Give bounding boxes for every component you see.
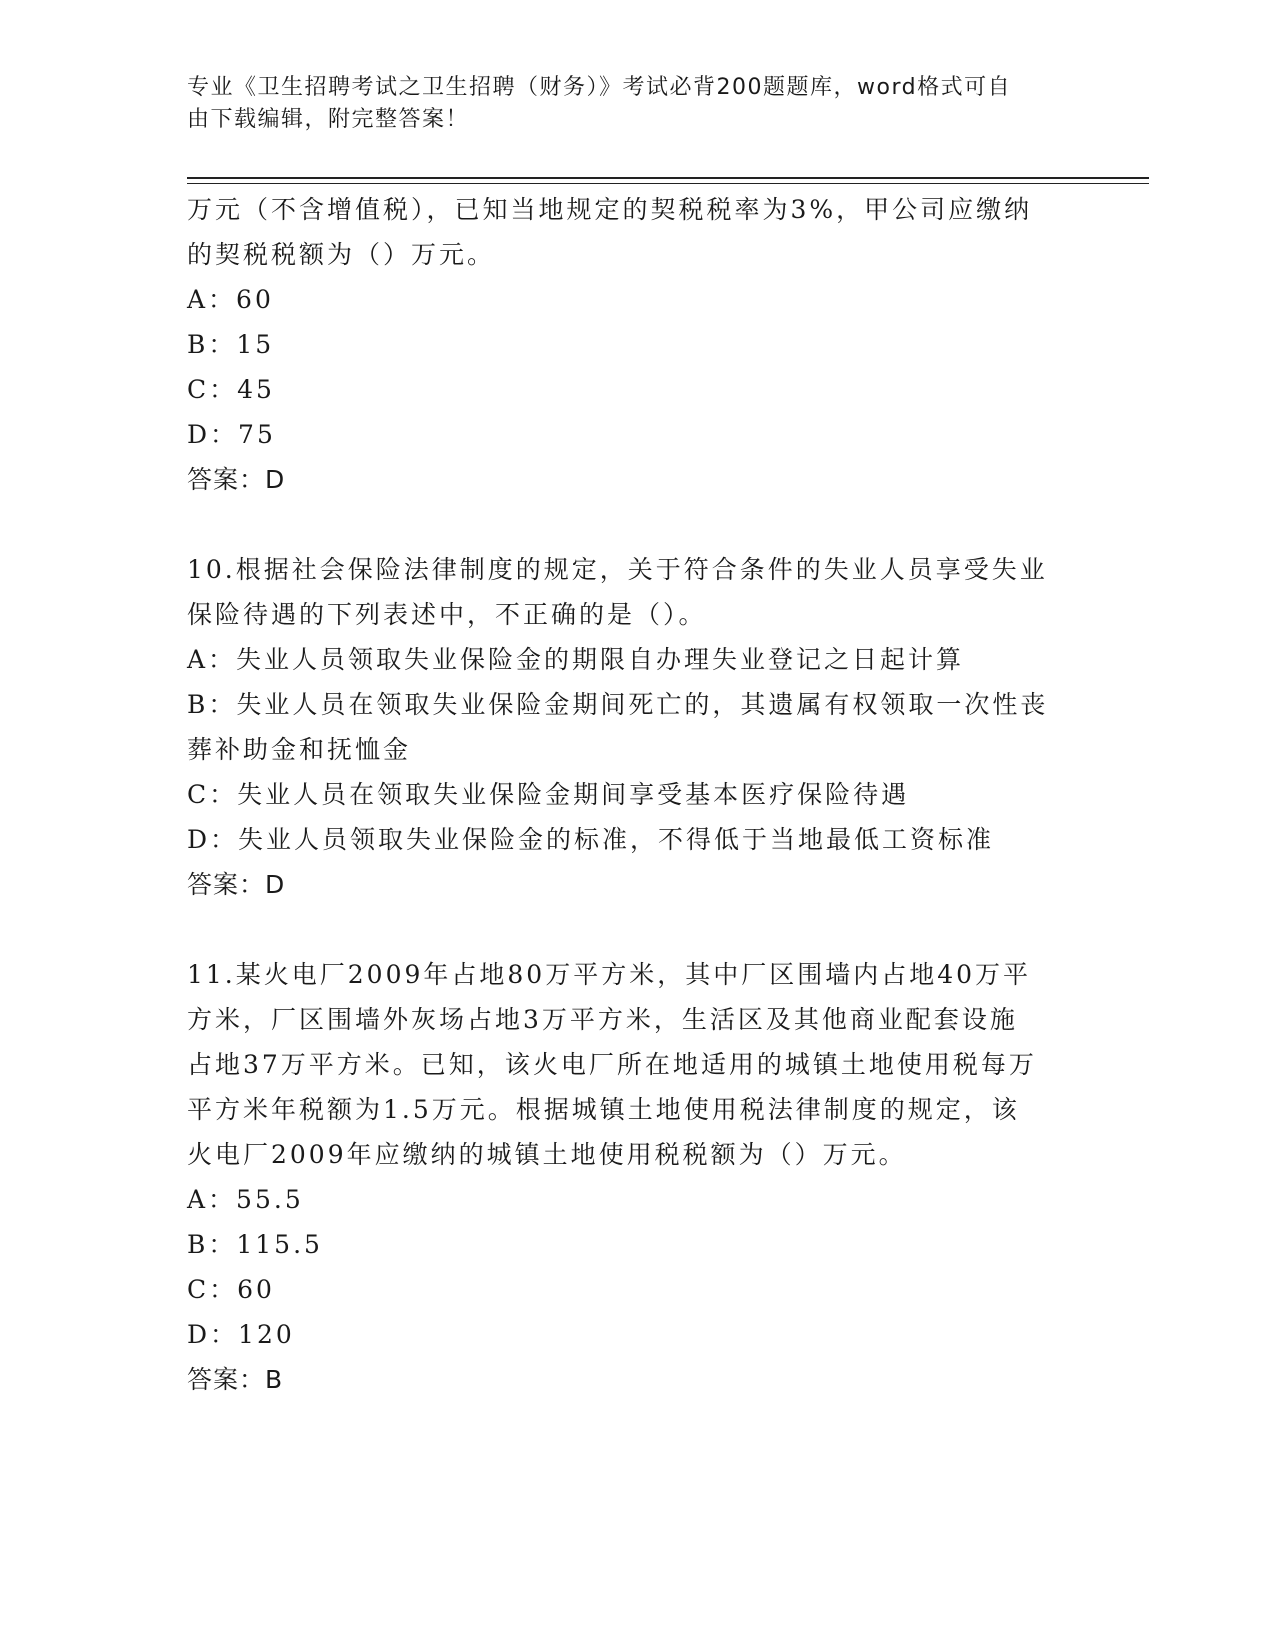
option-c: C：45 (187, 375, 275, 404)
question-text-line: 11.某火电厂2009年占地80万平方米，其中厂区围墙内占地40万平 (187, 960, 1032, 989)
option-d: D：失业人员领取失业保险金的标准，不得低于当地最低工资标准 (187, 825, 995, 854)
question-text-line: 占地37万平方米。已知，该火电厂所在地适用的城镇土地使用税每万 (187, 1050, 1037, 1079)
option-b: B：15 (187, 330, 275, 359)
header-rule-thick (187, 177, 1149, 179)
question-text-line: 的契税税额为（）万元。 (187, 240, 496, 269)
option-d: D：120 (187, 1320, 295, 1349)
option-c: C：失业人员在领取失业保险金期间享受基本医疗保险待遇 (187, 780, 910, 809)
answer-line: 答案：B (187, 1365, 284, 1394)
header-rule-thin (187, 183, 1149, 184)
question-10 (187, 547, 1087, 907)
question-text-line: 火电厂2009年应缴纳的城镇土地使用税税额为（）万元。 (187, 1140, 907, 1169)
option-b: B：失业人员在领取失业保险金期间死亡的，其遗属有权领取一次性丧 (187, 690, 1049, 719)
question-11 (187, 952, 1087, 1402)
option-a: A：55.5 (187, 1185, 304, 1214)
question-text-line: 平方米年税额为1.5万元。根据城镇土地使用税法律制度的规定，该 (187, 1095, 1020, 1124)
question-9 (187, 187, 1087, 502)
question-spacer (187, 502, 1087, 547)
header-line-1: 专业《卫生招聘考试之卫生招聘（财务）》考试必背200题题库，word格式可自 (187, 75, 1012, 100)
option-b-continued: 葬补助金和抚恤金 (187, 735, 412, 764)
option-a: A：60 (187, 285, 274, 314)
question-list (187, 187, 1087, 1402)
answer-line: 答案：D (187, 465, 286, 494)
question-text-line: 万元（不含增值税），已知当地规定的契税税率为3%，甲公司应缴纳 (187, 195, 1033, 224)
document-header (187, 72, 1067, 136)
question-text-line: 保险待遇的下列表述中，不正确的是（）。 (187, 600, 707, 629)
option-c: C：60 (187, 1275, 275, 1304)
answer-line: 答案：D (187, 870, 286, 899)
option-b: B：115.5 (187, 1230, 323, 1259)
question-spacer (187, 907, 1087, 952)
option-a: A：失业人员领取失业保险金的期限自办理失业登记之日起计算 (187, 645, 965, 674)
question-text-line: 10.根据社会保险法律制度的规定，关于符合条件的失业人员享受失业 (187, 555, 1048, 584)
header-line-2: 由下载编辑，附完整答案！ (187, 107, 470, 132)
question-text-line: 方米，厂区围墙外灰场占地3万平方米，生活区及其他商业配套设施 (187, 1005, 1018, 1034)
option-d: D：75 (187, 420, 276, 449)
